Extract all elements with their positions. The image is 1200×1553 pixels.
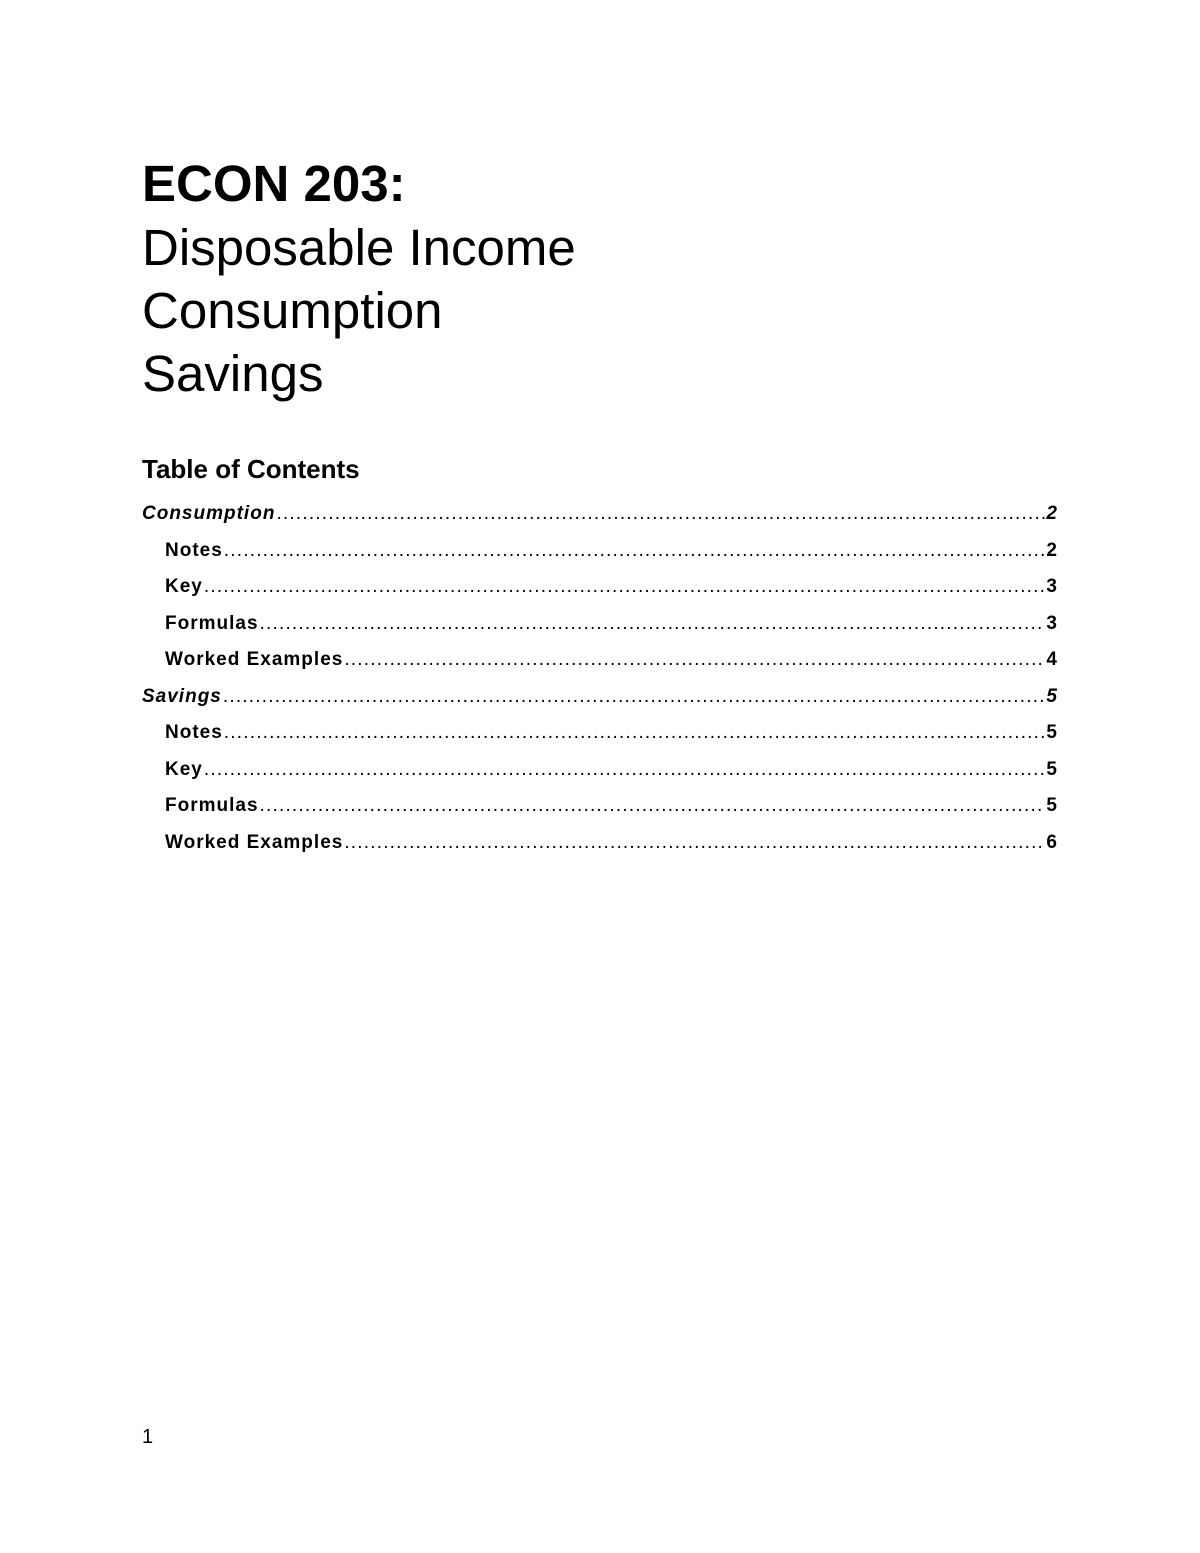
document-title-block <box>142 152 1042 405</box>
title-line-consumption: Consumption <box>142 282 443 339</box>
toc-heading: Table of Contents <box>142 454 360 484</box>
toc-entry-consumption-worked-examples[interactable] <box>142 644 1058 681</box>
toc-entry-page: 5 <box>1046 795 1058 816</box>
toc-dot-leader <box>224 535 1046 567</box>
toc-entry-page: 5 <box>1046 758 1058 780</box>
toc-dot-leader <box>260 790 1046 822</box>
toc-entry-consumption-notes[interactable] <box>142 535 1058 572</box>
toc-entry-savings-worked-examples[interactable] <box>142 827 1058 864</box>
table-of-contents <box>142 498 1058 863</box>
toc-entry-label: Worked Examples <box>165 649 344 670</box>
title-line-savings: Savings <box>142 345 324 402</box>
toc-dot-leader <box>344 644 1045 676</box>
toc-dot-leader <box>223 681 1046 713</box>
toc-entry-label: Notes <box>165 539 223 561</box>
toc-entry-label: Notes <box>165 722 223 743</box>
toc-entry-page: 4 <box>1046 649 1058 670</box>
page-number: 1 <box>142 1426 154 1448</box>
toc-dot-leader <box>344 827 1045 859</box>
toc-dot-leader <box>204 754 1046 786</box>
toc-entry-label: Formulas <box>165 612 259 634</box>
toc-entry-savings-formulas[interactable] <box>142 790 1058 827</box>
toc-entry-consumption-formulas[interactable] <box>142 608 1058 645</box>
toc-entry-consumption-key[interactable] <box>142 571 1058 608</box>
toc-entry-label: Formulas <box>165 795 259 816</box>
toc-entry-label: Key <box>165 576 203 597</box>
toc-entry-label: Key <box>165 758 203 780</box>
title-line-disposable-income: Disposable Income <box>142 219 576 276</box>
toc-entry-label: Consumption <box>142 503 276 524</box>
toc-dot-leader <box>260 608 1046 640</box>
toc-entry-page: 3 <box>1046 576 1058 597</box>
toc-dot-leader <box>204 571 1046 603</box>
toc-entry-page: 2 <box>1046 539 1058 561</box>
toc-entry-page: 2 <box>1046 503 1058 524</box>
toc-dot-leader <box>224 717 1046 749</box>
course-title: ECON 203: <box>142 155 406 212</box>
toc-dot-leader <box>276 498 1045 530</box>
toc-entry-page: 5 <box>1046 685 1058 707</box>
toc-entry-savings-notes[interactable] <box>142 717 1058 754</box>
toc-entry-savings[interactable] <box>142 681 1058 718</box>
toc-entry-page: 6 <box>1046 831 1058 853</box>
toc-entry-page: 3 <box>1046 612 1058 634</box>
toc-entry-label: Savings <box>142 685 222 707</box>
toc-entry-page: 5 <box>1046 722 1058 743</box>
toc-entry-consumption[interactable] <box>142 498 1058 535</box>
toc-entry-label: Worked Examples <box>165 831 344 853</box>
toc-entry-savings-key[interactable] <box>142 754 1058 791</box>
